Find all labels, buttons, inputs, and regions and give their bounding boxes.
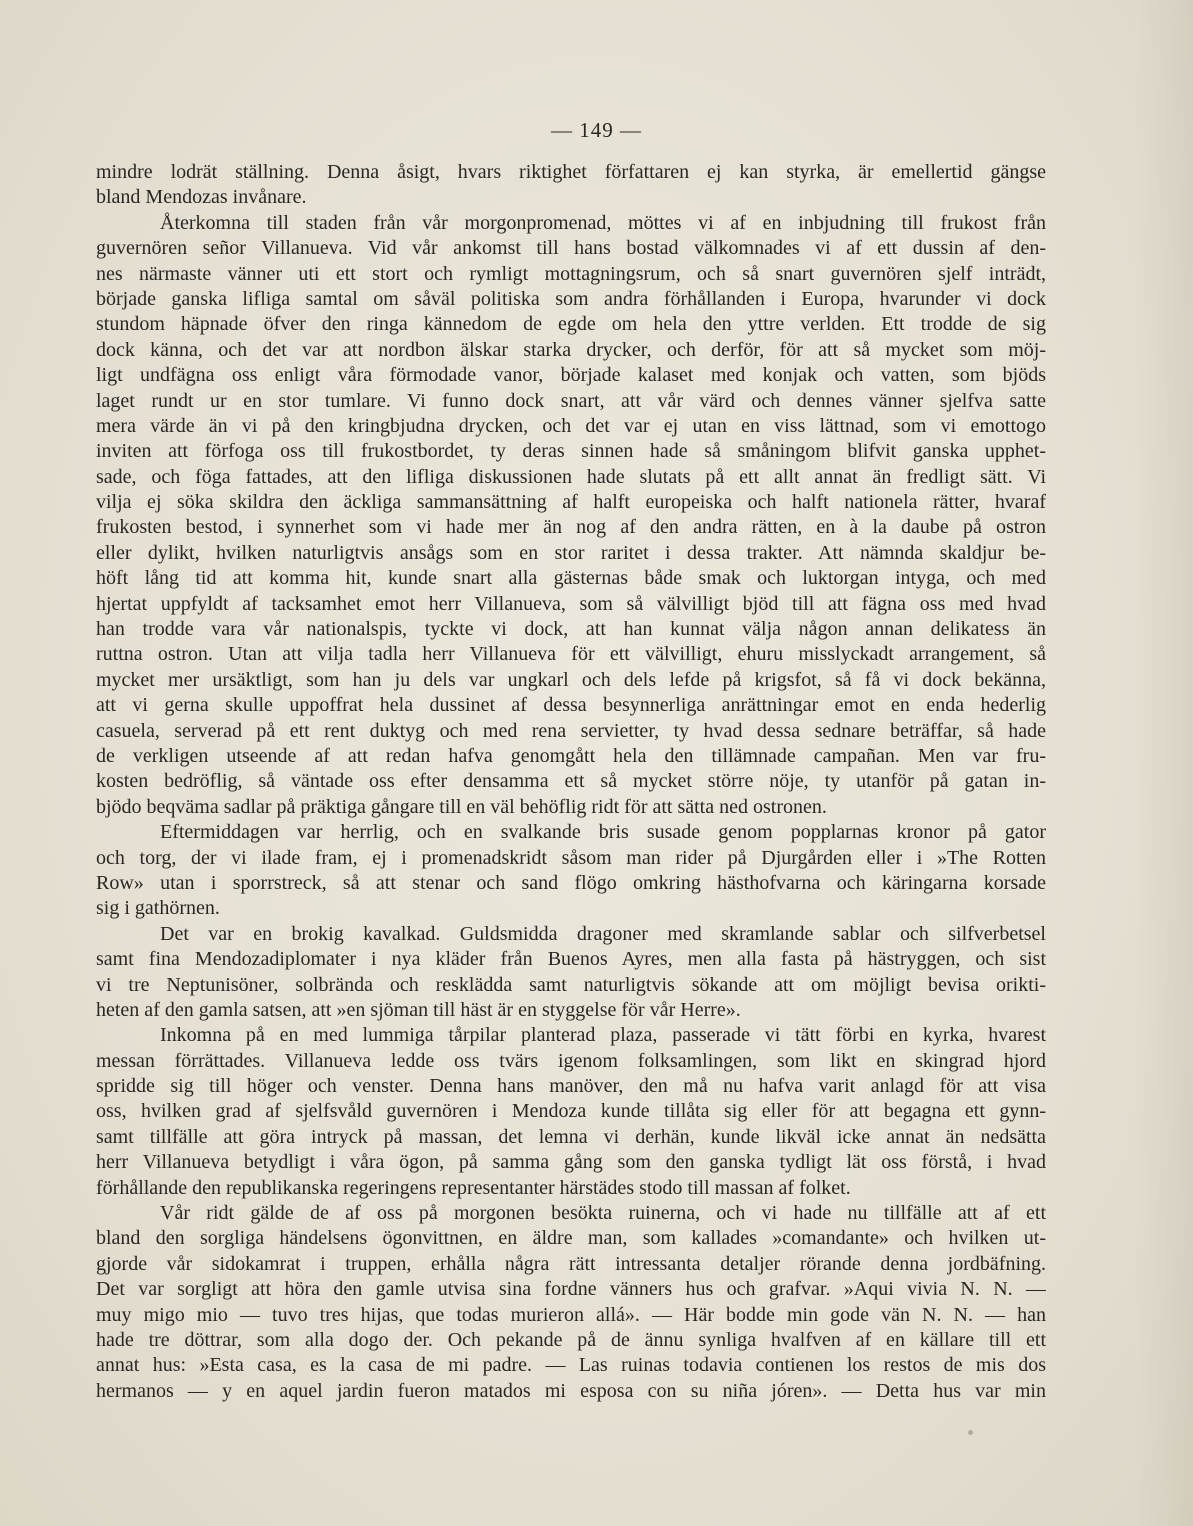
text-line: casuela, serverad på ett rent duktyg och med rena servietter, ty hvad dessa sednare beträffar, så hade [96,719,1046,742]
text-line: att vi gerna skulle uppoffrat hela dussinet af dessa besynnerliga anrättningar emot en enda hederlig [96,694,1046,717]
text-line: stundom häpnade öfver den ringa kännedom de egde om hela den yttre verlden. Ett trodde de sig [96,313,1046,336]
text-line: muy migo mio — tuvo tres hijas, que todas murieron allá». — Här bodde min gode vän N. N. — han [96,1303,1046,1326]
text-line: höft lång tid att komma hit, kunde snart alla gästernas både smak och luktorgan intyga, och med [96,567,1046,590]
text-line: frukosten bestod, i synnerhet som vi hade mer än nog af den andra rätten, en à la daube på ostron [96,516,1046,539]
text-line: messan förrättades. Villanueva ledde oss tvärs igenom folksamlingen, som likt en skingrad hjord [96,1049,1046,1072]
text-line: hermanos — y en aquel jardin fueron matados mi esposa con su niña jóren». — Detta hus var min [96,1379,1046,1402]
text-line: Inkomna på en med lummiga tårpilar planterad plaza, passerade vi tätt förbi en kyrka, hvarest [160,1024,1046,1047]
text-line: Det var sorgligt att höra den gamle utvisa sina fordne vänners hus och grafvar. »Aqui vivia N. N. — [96,1278,1046,1301]
text-line: samt tillfälle att göra intryck på massan, det lemna vi derhän, kunde likväl icke annat än nedsätta [96,1125,1046,1148]
text-line: förhållande den republikanska regeringens representanter härstädes stodo till massan af folket. [96,1176,851,1199]
text-line: de verkligen utseende af att redan hafva genomgått hela den tillämnade campañan. Men var fru- [96,744,1046,767]
text-line: ligt undfägna oss enligt våra förmodade vanor, började kalaset med konjak och vatten, som bjöds [96,364,1046,387]
text-line: annat hus: »Esta casa, es la casa de mi padre. — Las ruinas todavia contienen los restos de mis dos [96,1354,1046,1377]
text-line: dock känna, och det var att nordbon älskar starka drycker, och derför, för att så mycket som möj- [96,338,1046,361]
text-line: Eftermiddagen var herrlig, och en svalkande bris susade genom popplarnas kronor på gator [160,821,1046,844]
text-line: Row» utan i sporrstreck, så att stenar och sand flögo omkring hästhofvarna och käringarna korsade [96,871,1046,894]
text-line: hjertat uppfyldt af tacksamhet emot herr Villanueva, som så välvilligt bjöd till att fägna oss med hvad [96,592,1046,615]
text-line: kosten bedröflig, så väntade oss efter densamma ett så mycket större nöje, ty utanför på gatan in- [96,770,1046,793]
text-line: laget rundt ur en stor tumlare. Vi funno dock snart, att vår värd och dennes vänner sjelfva satte [96,389,1046,412]
text-line: mindre lodrät ställning. Denna åsigt, hvars riktighet författaren ej kan styrka, är emellertid gängse [96,161,1046,183]
paper-speck [968,1430,973,1435]
page-number: — 149 — [551,118,642,142]
text-line: Det var en brokig kavalkad. Guldsmidda dragoner med skramlande sablar och silfverbetsel [160,922,1046,945]
text-line: bjödo beqväma sadlar på präktiga gångare till en väl behöflig ridt för att sätta ned ostronen. [96,795,827,818]
text-line: herr Villanueva betydligt i våra ögon, på samma gång som den ganska tydligt lät oss förstå, i hvad [96,1151,1046,1174]
text-line: Vår ridt gälde de af oss på morgonen besökta ruinerna, och vi hade nu tillfälle att af ett [160,1202,1046,1225]
text-line: och torg, der vi ilade fram, ej i promenadskridt såsom man rider på Djurgården eller i »The Rotten [96,846,1046,869]
text-line: spridde sig till höger och venster. Denna hans manöver, den må nu hafva varit anlagd för att visa [96,1075,1046,1098]
text-line: mycket mer ursäktligt, som han ju dels var ungkarl och dels lefde på krigsfot, så få vi dock bekänna, [96,668,1046,691]
body-text [96,160,1046,1404]
text-line: vilja ej söka skildra den äckliga sammansättning af halft europeiska och halft nationela rätter, hvaraf [96,491,1046,514]
text-line: oss, hvilken grad af sjelfsvåld guvernören i Mendoza kunde tillåta sig eller för att begagna ett gynn- [96,1100,1046,1123]
text-line: bland den sorgliga händelsens ögonvittnen, en äldre man, som kallades »comandante» och hvilken ut- [96,1227,1046,1250]
text-line: hade tre döttrar, som alla dogo der. Och pekande på de ännu synliga hvalfven af en källare till ett [96,1328,1046,1351]
text-line: sig i gathörnen. [96,897,220,920]
text-line: sade, och föga fattades, att den lifliga diskussionen hade slutats på ett allt annat än fredligt sätt. Vi [96,465,1046,488]
text-line: heten af den gamla satsen, att »en sjöman till häst är en styggelse för vår Herre». [96,998,741,1021]
text-line: guvernören señor Villanueva. Vid vår ankomst till hans bostad välkomnades vi af ett dussin af den- [96,237,1046,260]
text-line: samt fina Mendozadiplomater i nya kläder från Buenos Ayres, men alla fasta på hästryggen, och sist [96,948,1046,971]
text-line: han trodde vara vår nationalspis, tyckte vi dock, att han kunnat välja någon annan delikatess än [96,618,1046,641]
text-line: började ganska lifliga samtal om såväl politiska som andra förhållanden i Europa, hvarunder vi dock [96,287,1046,310]
text-line: nes närmaste vänner uti ett stort och rymligt mottagningsrum, och så snart guvernören sjelf inträdt, [96,262,1046,285]
text-line: vi tre Neptunisöner, solbrända och resklädda samt naturligtvis sökande att om möjligt bevisa orikti- [96,973,1046,996]
text-line: Återkomna till staden från vår morgonpromenad, möttes vi af en inbjudning till frukost från [160,211,1046,234]
text-line: bland Mendozas invånare. [96,186,307,209]
text-line: inviten att förfoga oss till frukostbordet, ty deras sinnen hade så småningom blifvit ganska upphet- [96,440,1046,463]
page-edge-shadow [1133,0,1193,1526]
text-line: eller dylikt, hvilken naturligtvis ansågs som en stor raritet i dessa trakter. Att nämnda skaldjur be- [96,541,1046,564]
text-line: gjorde vår sidokamrat i truppen, erhålla några rätt intressanta detaljer rörande denna jordbäfning. [96,1252,1046,1275]
text-line: ruttna ostron. Utan att vilja tadla herr Villanueva för ett välvilligt, ehuru misslyckadt arrangement, så [96,643,1046,666]
text-line: mera värde än vi på den kringbjudna drycken, och det var ej utan en viss lättnad, som vi emottogo [96,414,1046,437]
